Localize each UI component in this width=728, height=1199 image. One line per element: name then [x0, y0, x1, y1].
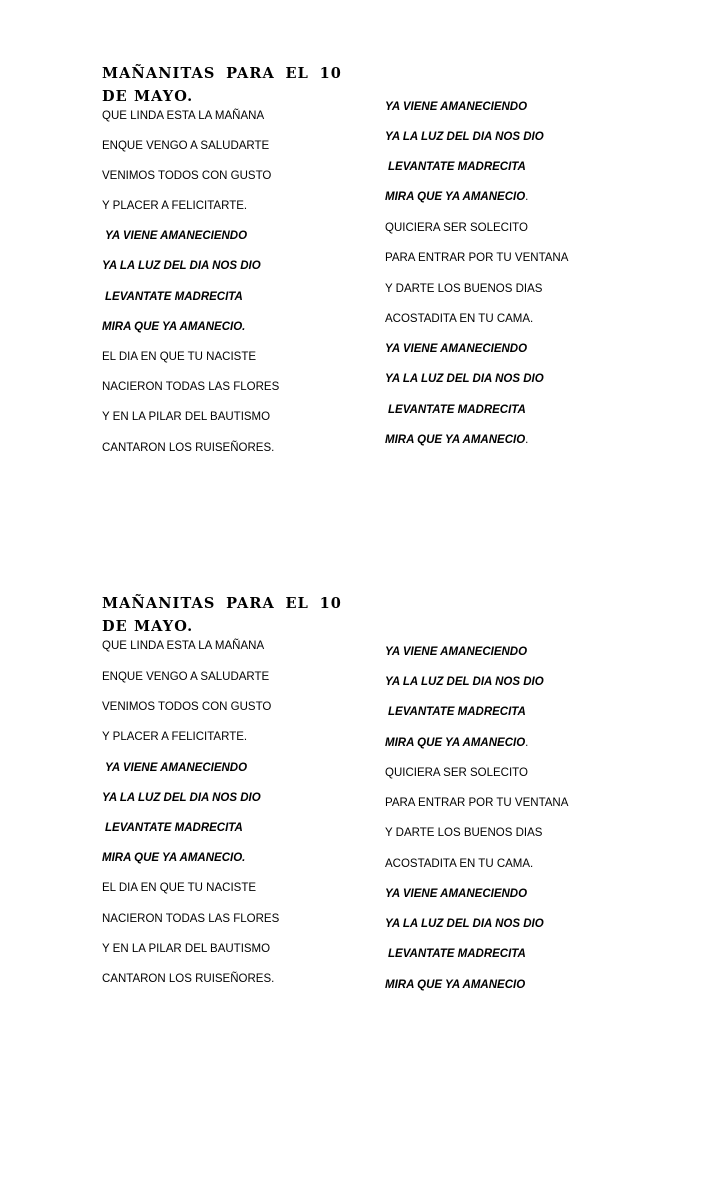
verse-line: Y EN LA PILAR DEL BAUTISMO — [102, 411, 271, 423]
chorus-line: MIRA QUE YA AMANECIO — [385, 979, 526, 991]
verse-line: EL DIA EN QUE TU NACISTE — [102, 351, 257, 363]
verse-line: ENQUE VENGO A SALUDARTE — [102, 671, 270, 683]
chorus-line: YA LA LUZ DEL DIA NOS DIO — [385, 676, 544, 688]
chorus-line: YA LA LUZ DEL DIA NOS DIO — [102, 260, 261, 272]
chorus-line: MIRA QUE YA AMANECIO. — [102, 321, 246, 333]
chorus-line: LEVANTATE MADRECITA — [388, 948, 526, 960]
verse-line: VENIMOS TODOS CON GUSTO — [102, 170, 272, 182]
verse-line: NACIERON TODAS LAS FLORES — [102, 913, 280, 925]
verse-line: CANTARON LOS RUISEÑORES. — [102, 442, 275, 454]
chorus-line: YA VIENE AMANECIENDO — [385, 101, 528, 113]
period-mark: . — [525, 434, 529, 446]
verse-line: Y DARTE LOS BUENOS DIAS — [385, 827, 543, 839]
verse-line: NACIERON TODAS LAS FLORES — [102, 381, 280, 393]
verse-line: ENQUE VENGO A SALUDARTE — [102, 140, 270, 152]
chorus-line: YA VIENE AMANECIENDO — [385, 343, 528, 355]
verse-line: Y PLACER A FELICITARTE. — [102, 731, 248, 743]
chorus-line — [385, 190, 528, 204]
chorus-line: YA LA LUZ DEL DIA NOS DIO — [385, 373, 544, 385]
verse-line: QUE LINDA ESTA LA MAÑANA — [102, 110, 265, 122]
chorus-line: YA VIENE AMANECIENDO — [385, 646, 528, 658]
chorus-line — [385, 433, 528, 447]
period-mark: . — [525, 191, 529, 203]
verse-line: QUICIERA SER SOLECITO — [385, 222, 528, 234]
verse-line: Y EN LA PILAR DEL BAUTISMO — [102, 943, 271, 955]
chorus-line: LEVANTATE MADRECITA — [388, 161, 526, 173]
chorus-line: LEVANTATE MADRECITA — [388, 404, 526, 416]
chorus-text: MIRA QUE YA AMANECIO — [385, 737, 526, 749]
chorus-line: LEVANTATE MADRECITA — [105, 822, 243, 834]
verse-line: PARA ENTRAR POR TU VENTANA — [385, 797, 569, 809]
chorus-line — [385, 736, 528, 750]
period-mark: . — [525, 737, 529, 749]
chorus-line: YA VIENE AMANECIENDO — [105, 230, 248, 242]
verse-line: PARA ENTRAR POR TU VENTANA — [385, 252, 569, 264]
verse-line: VENIMOS TODOS CON GUSTO — [102, 701, 272, 713]
verse-line: ACOSTADITA EN TU CAMA. — [385, 858, 534, 870]
song-title: MAÑANITAS PARA EL 10 DE MAYO. — [102, 595, 342, 635]
verse-line: Y DARTE LOS BUENOS DIAS — [385, 283, 543, 295]
chorus-line: YA LA LUZ DEL DIA NOS DIO — [385, 131, 544, 143]
song-title: MAÑANITAS PARA EL 10 DE MAYO. — [102, 65, 342, 105]
chorus-text: MIRA QUE YA AMANECIO — [385, 434, 526, 446]
chorus-line: YA VIENE AMANECIENDO — [385, 888, 528, 900]
verse-line: QUICIERA SER SOLECITO — [385, 767, 528, 779]
chorus-text: MIRA QUE YA AMANECIO — [385, 191, 526, 203]
verse-line: QUE LINDA ESTA LA MAÑANA — [102, 640, 265, 652]
chorus-line: MIRA QUE YA AMANECIO. — [102, 852, 246, 864]
verse-line: ACOSTADITA EN TU CAMA. — [385, 313, 534, 325]
chorus-line: YA VIENE AMANECIENDO — [105, 762, 248, 774]
verse-line: Y PLACER A FELICITARTE. — [102, 200, 248, 212]
chorus-line: YA LA LUZ DEL DIA NOS DIO — [385, 918, 544, 930]
chorus-line: YA LA LUZ DEL DIA NOS DIO — [102, 792, 261, 804]
verse-line: EL DIA EN QUE TU NACISTE — [102, 882, 257, 894]
verse-line: CANTARON LOS RUISEÑORES. — [102, 973, 275, 985]
chorus-line: LEVANTATE MADRECITA — [388, 706, 526, 718]
chorus-line: LEVANTATE MADRECITA — [105, 291, 243, 303]
